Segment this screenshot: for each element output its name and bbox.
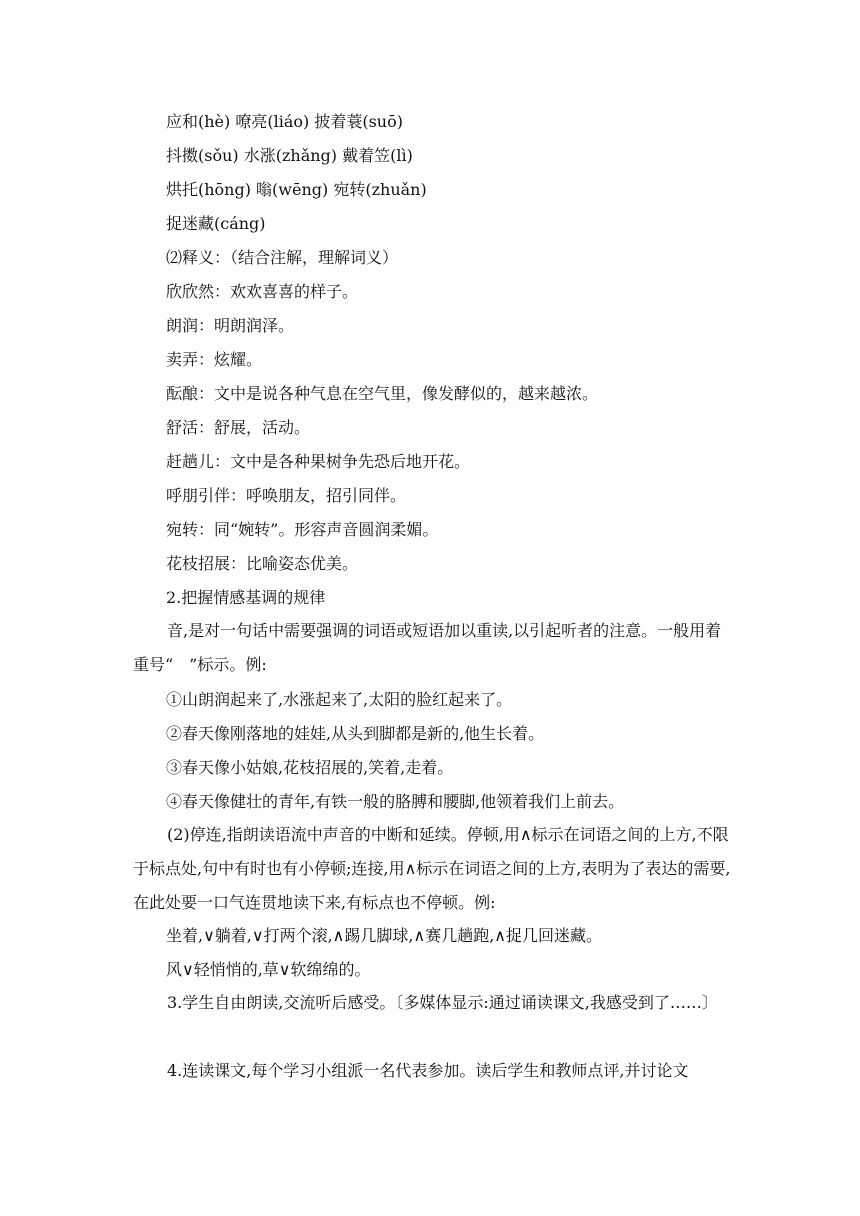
stress-example: ③春天像小姑娘,花枝招展的,笑着,走着。 xyxy=(166,758,454,777)
definition-item: 花枝招展：比喻姿态优美。 xyxy=(166,554,359,573)
definition-item: 呼朋引伴：呼唤朋友，招引同伴。 xyxy=(166,486,407,505)
pause-example: 坐着,∨躺着,∨打两个滚,∧踢几脚球,∧赛几趟跑,∧捉几回迷藏。 xyxy=(166,926,602,945)
stress-example: ④春天像健壮的青年,有铁一般的胳膊和腰脚,他领着我们上前去。 xyxy=(166,792,625,811)
pause-example: 风∨轻悄悄的,草∨软绵绵的。 xyxy=(166,960,371,979)
definition-item: 舒活：舒展，活动。 xyxy=(166,418,311,437)
definition-item: 宛转：同“婉转”。形容声音圆润柔媚。 xyxy=(166,520,439,539)
step-4-paragraph: 4.连读课文,每个学习小组派一名代表参加。读后学生和教师点评,并讨论文 xyxy=(167,1061,689,1080)
stress-example: ①山朗润起来了,水涨起来了,太阳的脸红起来了。 xyxy=(166,690,513,709)
pinyin-line-2: 抖擞(sǒu) 水涨(zhǎng) 戴着笠(lì) xyxy=(166,146,413,165)
step-3-paragraph: 3.学生自由朗读,交流听后感受。〔多媒体显示:通过诵读课文,我感受到了……〕 xyxy=(167,993,718,1012)
definition-item: 欣欣然：欢欢喜喜的样子。 xyxy=(166,282,359,301)
pinyin-line-1: 应和(hè) 嘹亮(liáo) 披着蓑(suō) xyxy=(166,112,403,131)
definitions-heading: ⑵释义：（结合注解，理解词义） xyxy=(166,248,399,267)
stress-example: ②春天像刚落地的娃娃,从头到脚都是新的,他生长着。 xyxy=(166,724,545,743)
pinyin-line-4: 捉迷藏(cáng) xyxy=(166,214,266,233)
definition-item: 朗润：明朗润泽。 xyxy=(166,316,295,335)
definition-item: 酝酿：文中是说各种气息在空气里，像发酵似的，越来越浓。 xyxy=(166,384,599,403)
pause-paragraph: (2)停连,指朗读语流中声音的中断和延续。停顿,用∧标示在词语之间的上方,不限于标点处,句中有时也有小停顿;连接,用∧标示在词语之间的上方,表明为了表达的需要,在此处要一口气连贯地读下来,有标点也不停顿。例: xyxy=(133,825,731,912)
stress-paragraph: 音,是对一句话中需要强调的词语或短语加以重读,以引起听者的注意。一般用着重号“ ”标示。例: xyxy=(133,621,722,674)
definition-item: 卖弄：炫耀。 xyxy=(166,350,263,369)
section-heading: 2.把握情感基调的规律 xyxy=(166,588,326,607)
pinyin-line-3: 烘托(hōng) 嗡(wēng) 宛转(zhuǎn) xyxy=(166,180,427,199)
definition-item: 赶趟儿：文中是各种果树争先恐后地开花。 xyxy=(166,452,471,471)
